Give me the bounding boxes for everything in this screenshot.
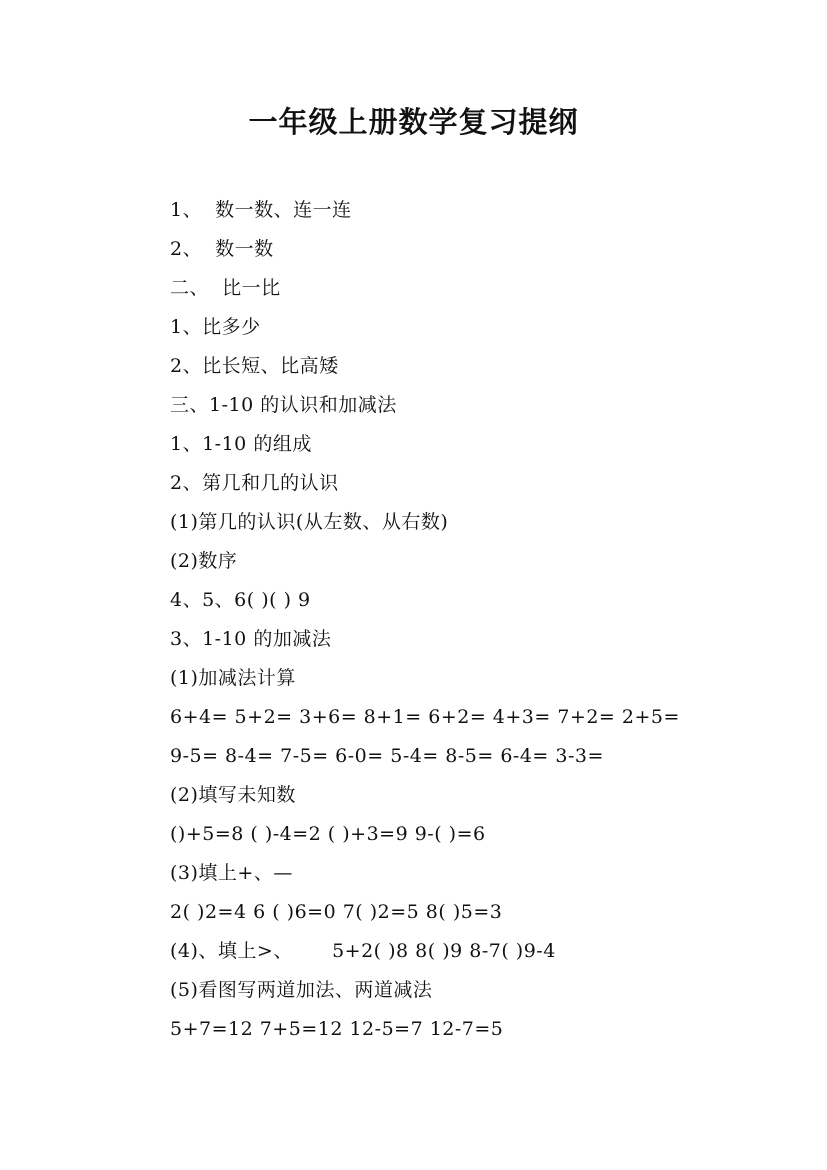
outline-line: 2( )2=4 6 ( )6=0 7( )2=5 8( )5=3 bbox=[170, 901, 503, 923]
document-title: 一年级上册数学复习提纲 bbox=[248, 105, 579, 139]
outline-line: 二、 比一比 bbox=[170, 277, 281, 299]
outline-line: (4)、填上>、 5+2( )8 8( )9 8-7( )9-4 bbox=[170, 940, 556, 962]
outline-line: (5)看图写两道加法、两道减法 bbox=[170, 979, 433, 1001]
outline-line: 2、 数一数 bbox=[170, 238, 274, 260]
outline-line: 1、 数一数、连一连 bbox=[170, 199, 352, 221]
outline-line: (3)填上+、— bbox=[170, 862, 293, 884]
outline-line: (1)加减法计算 bbox=[170, 667, 296, 689]
outline-line: ()+5=8 ( )-4=2 ( )+3=9 9-( )=6 bbox=[170, 823, 486, 845]
outline-line: 4、5、6( )( ) 9 bbox=[170, 589, 311, 611]
outline-line: 2、第几和几的认识 bbox=[170, 472, 339, 494]
outline-line: 1、比多少 bbox=[170, 316, 261, 338]
outline-content bbox=[170, 194, 800, 1052]
outline-line: (1)第几的认识(从左数、从右数) bbox=[170, 511, 449, 533]
outline-line: (2)填写未知数 bbox=[170, 784, 296, 806]
outline-line: 2、比长短、比高矮 bbox=[170, 355, 339, 377]
outline-line: 9-5= 8-4= 7-5= 6-0= 5-4= 8-5= 6-4= 3-3= bbox=[170, 745, 604, 767]
outline-line: 6+4= 5+2= 3+6= 8+1= 6+2= 4+3= 7+2= 2+5= bbox=[170, 706, 680, 728]
outline-line: (2)数序 bbox=[170, 550, 238, 572]
outline-line: 3、1-10 的加减法 bbox=[170, 628, 332, 650]
outline-line: 1、1-10 的组成 bbox=[170, 433, 312, 455]
outline-line: 5+7=12 7+5=12 12-5=7 12-7=5 bbox=[170, 1018, 504, 1040]
outline-line: 三、1-10 的认识和加减法 bbox=[170, 394, 397, 416]
